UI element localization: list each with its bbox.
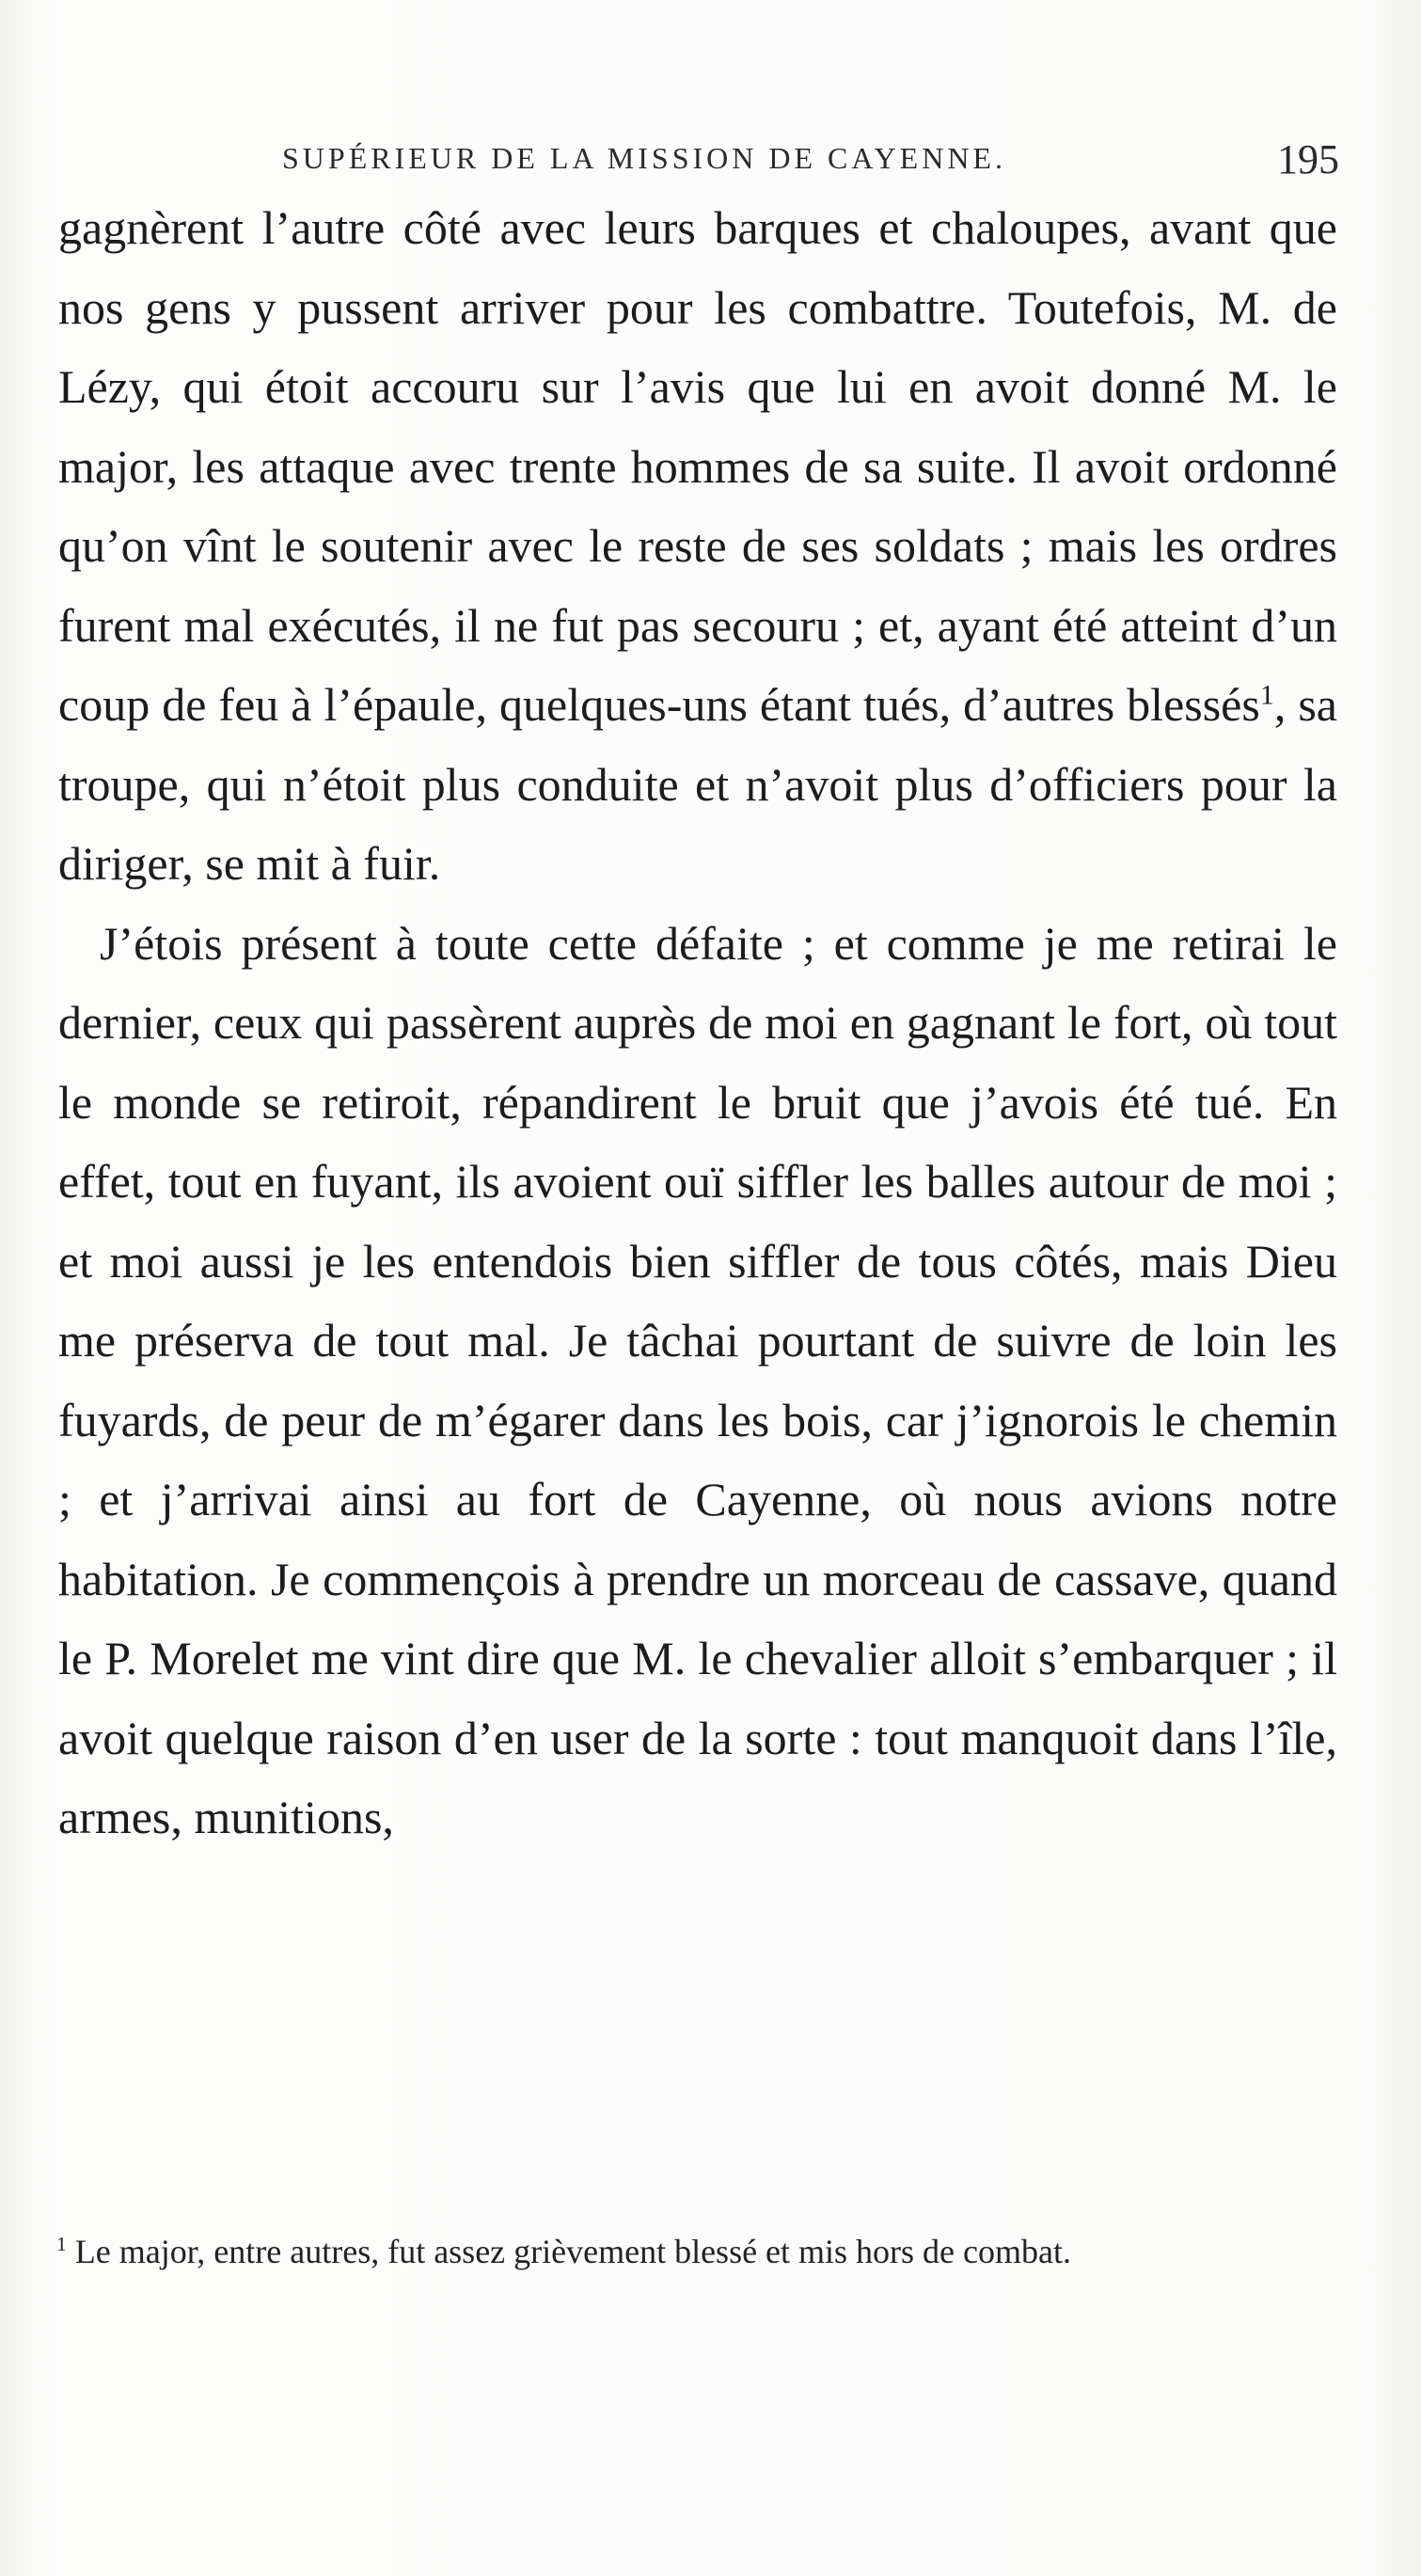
footnote-text: Le major, entre autres, fut assez grièvement blessé et mis hors de combat. [74,2233,1071,2270]
footnote-reference: 1 [1259,679,1274,711]
footnote-marker: 1 [56,2233,67,2255]
paragraph-2: J’étois présent à toute cette défaite ; et comme je me retirai le dernier, ceux qui passèrent auprès de moi en gagnant le fort, où tout le monde se retiroit, répandirent le bruit que j’avois été tué. En effet, tout en fuyant, ils avoient ouï siffler les balles autour de moi ; et moi aussi je les entendois bien siffler de tous côtés, mais Dieu me préserva de tout mal. Je tâchai pourtant de suivre de loin les fuyards, de peur de m’égarer dans les bois, car j’ignorois le chemin ; et j’arrivai ainsi au fort de Cayenne, où nous avions notre habitation. Je commençois à prendre un morceau de cassave, quand le P. Morelet me vint dire que M. le chevalier alloit s’embarquer ; il avoit quelque raison d’en user de la sorte : tout manquoit dans l’île, armes, munitions, [58,916,1337,1843]
footnote [28,2229,1326,2274]
page-number: 195 [1277,136,1339,182]
paragraph-1-text-after: , sa troupe, qui n’étoit plus conduite et n’avoit plus d’officiers pour la diriger, se mit à fuir. [58,678,1337,890]
paragraph-1-text: gagnèrent l’autre côté avec leurs barques et chaloupes, avant que nos gens y pussent arriver pour les combattre. Toutefois, M. de Lézy, qui étoit accouru sur l’avis que lui en avoit donné M. le major, les attaque avec trente hommes de sa suite. Il avoit ordonné qu’on vînt le soutenir avec le reste de ses soldats ; mais les ordres furent mal exécutés, il ne fut pas secouru ; et, ayant été atteint d’un coup de feu à l’épaule, quelques-uns étant tués, d’autres blessés [58,201,1337,731]
body-text [58,188,1337,1857]
running-head [282,132,1345,188]
footnote-line [28,2229,1326,2274]
paragraph-1 [58,188,1337,904]
running-head-title: SUPÉRIEUR DE LA MISSION DE CAYENNE. [282,141,1006,175]
